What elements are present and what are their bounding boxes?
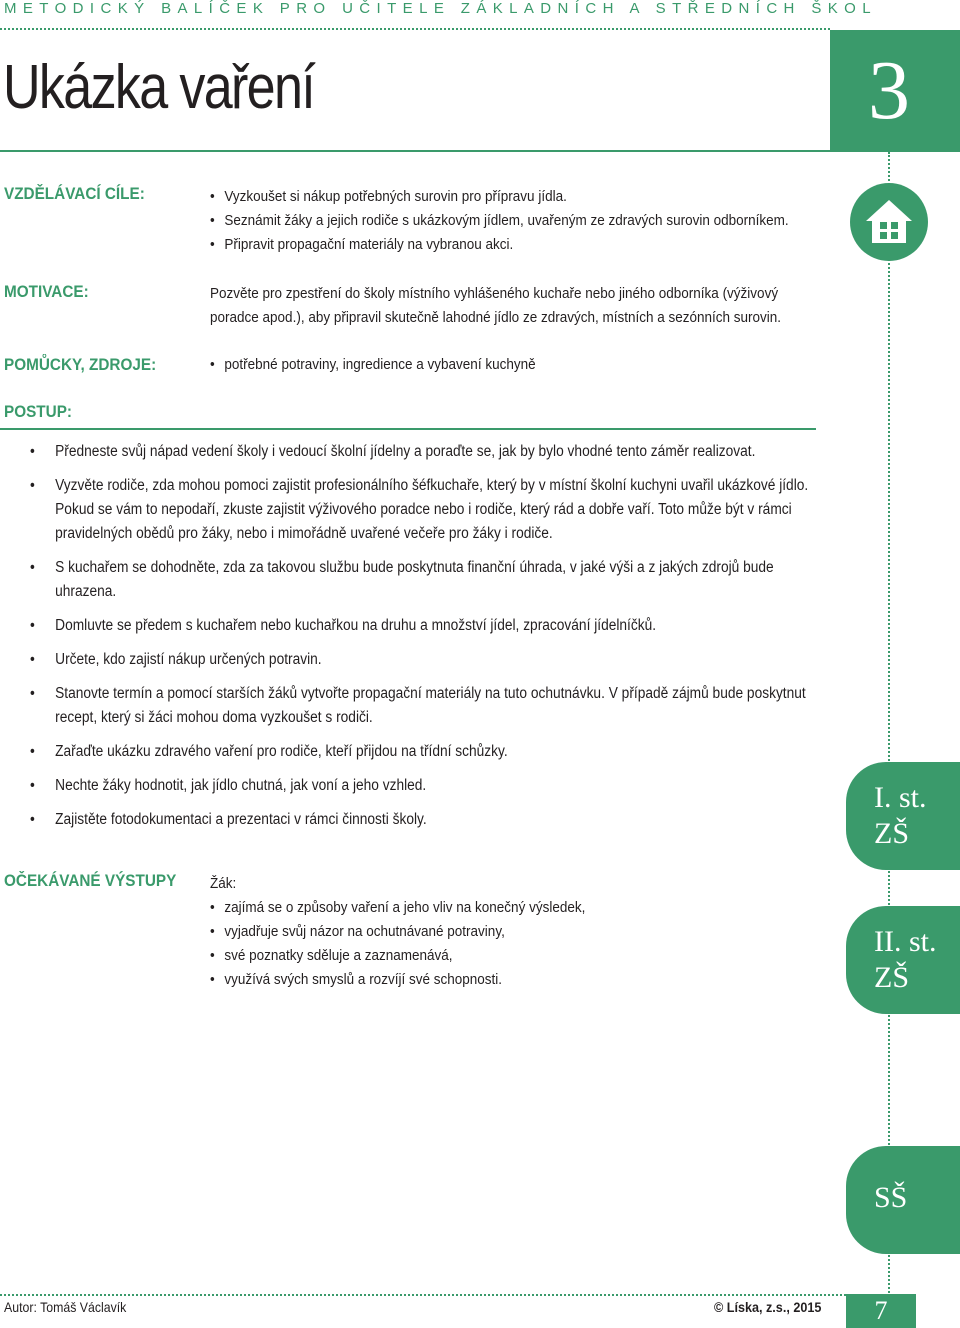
page-title: Ukázka vaření — [3, 53, 315, 122]
list-item: • své poznatky sděluje a zaznamenává, — [210, 944, 750, 968]
tab-label: SŠ — [874, 1181, 908, 1214]
tools-label: POMŮCKY, ZDROJE: — [4, 355, 157, 374]
procedure-label: POSTUP: — [4, 402, 73, 421]
list-item: • Zařaďte ukázku zdravého vaření pro rodiče, kteří přijdou na třídní schůzky. — [30, 740, 820, 764]
procedure-list — [30, 440, 820, 842]
outcomes-list — [210, 896, 750, 992]
tab-secondary-school — [846, 1146, 960, 1254]
list-item: • Stanovte termín a pomocí starších žáků vytvořte propagační materiály na tuto ochutnávku. V případě zájmů bude poskytnut recept, který si žáci mohou doma vyzkoušet s rodiči. — [30, 682, 820, 730]
tools-list — [210, 353, 831, 377]
outcomes-intro: Žák: — [210, 875, 237, 892]
tab-label: II. st. — [874, 925, 937, 958]
chapter-badge — [830, 30, 960, 152]
header-dotted-divider — [0, 28, 830, 30]
tab-label: ZŠ — [874, 961, 910, 994]
page-number: 7 — [874, 1296, 888, 1325]
series-title: METODICKÝ BALÍČEK PRO UČITELE ZÁKLADNÍCH A STŘEDNÍCH ŠKOL — [4, 0, 877, 17]
list-item: • Zajistěte fotodokumentaci a prezentaci v rámci činnosti školy. — [30, 808, 820, 832]
tab-primary-second-stage — [846, 906, 960, 1014]
copyright-notice: © Líska, z.s., 2015 — [714, 1299, 822, 1315]
tab-label: ZŠ — [874, 817, 910, 850]
list-item: • využívá svých smyslů a rozvíjí své schopnosti. — [210, 968, 750, 992]
author-credit: Autor: Tomáš Václavík — [4, 1299, 127, 1315]
outcomes-label: OČEKÁVANÉ VÝSTUPY — [4, 871, 177, 890]
tab-label: I. st. — [874, 781, 927, 814]
list-item: • zajímá se o způsoby vaření a jeho vliv na konečný výsledek, — [210, 896, 750, 920]
list-item: • vyjadřuje svůj názor na ochutnávané potraviny, — [210, 920, 750, 944]
list-item: • Nechte žáky hodnotit, jak jídlo chutná, jak voní a jeho vzhled. — [30, 774, 820, 798]
house-icon — [850, 183, 928, 261]
list-item: • Domluvte se předem s kuchařem nebo kuchařkou na druhu a množství jídel, zpracování jídelníčků. — [30, 614, 820, 638]
tab-primary-first-stage — [846, 762, 960, 870]
list-item: • Vyzkoušet si nákup potřebných surovin pro přípravu jídla. — [210, 185, 831, 209]
list-item: • Vyzvěte rodiče, zda mohou pomoci zajistit profesionálního šéfkuchaře, který by v místní školní kuchyni uvařil ukázkové jídlo. Pokud se vám to nepodaří, zkuste zajistit výživového poradce nebo i rodiče, který rád a dobře vaří. Toto může být v rámci pravidelných obědů pro žáky, nebo i mimořádně uvařené večeře pro žáky i rodiče. — [30, 474, 820, 546]
goals-list — [210, 185, 831, 257]
title-underline — [0, 150, 830, 152]
list-item: • Určete, kdo zajistí nákup určených potravin. — [30, 648, 820, 672]
motivation-label: MOTIVACE: — [4, 282, 89, 301]
motivation-text: Pozvěte pro zpestření do školy místního vyhlášeného kuchaře nebo jiného odborníka (výživový poradce apod.), aby připravil skutečně lahodné jídlo ze zdravých, místních a sezónních surovin. — [210, 285, 782, 326]
list-item: • Seznámit žáky a jejich rodiče s ukázkovým jídlem, uvařeným ze zdravých surovin odborníkem. — [210, 209, 831, 233]
list-item: • potřebné potraviny, ingredience a vybavení kuchyně — [210, 353, 831, 377]
list-item: • S kuchařem se dohodněte, zda za takovou službu bude poskytnuta finanční úhrada, v jaké výši a z jakých zdrojů bude uhrazena. — [30, 556, 820, 604]
goals-label: VZDĚLÁVACÍ CÍLE: — [4, 184, 145, 203]
page-number-badge — [846, 1294, 916, 1328]
list-item: • Připravit propagační materiály na vybranou akci. — [210, 233, 831, 257]
procedure-underline — [0, 428, 816, 430]
chapter-number: 3 — [868, 44, 910, 137]
list-item: • Předneste svůj nápad vedení školy i vedoucí školní jídelny a poraďte se, jak by bylo vhodné tento záměr realizovat. — [30, 440, 820, 464]
footer-dotted-divider — [0, 1294, 846, 1296]
